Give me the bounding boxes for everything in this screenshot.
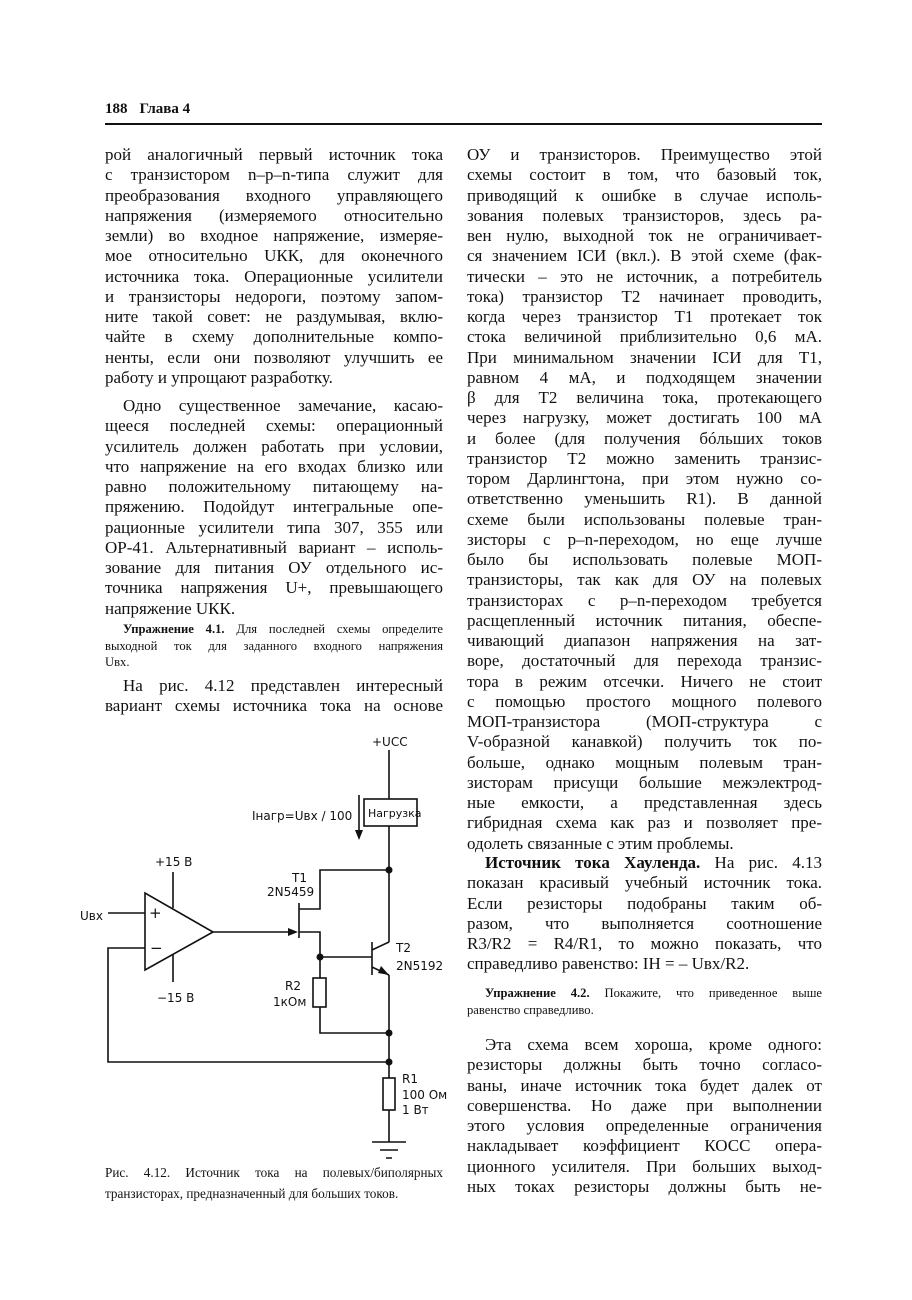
text-line: и более (для получения бóльших токов (467, 428, 822, 448)
node-dot (386, 1030, 393, 1037)
text-line: зисторам присущи большие межэлектрод- (467, 772, 822, 792)
text-line: рой аналогичный первый источник тока (105, 145, 443, 164)
text-line: показан красивый учебный источник тока. (467, 873, 822, 893)
text-line: когда через транзистор T1 протекает ток (467, 307, 822, 326)
text-line: равном 4 мА, и подходящем значении (467, 367, 822, 387)
text-line: Упражнение 4.1. Для последней схемы определите (123, 622, 444, 636)
text-line: R3/R2 = R4/R1, то можно показать, что (467, 934, 822, 953)
text-line: больше, однако мощным полевым тран- (467, 752, 822, 772)
emitter-arrow (378, 966, 389, 975)
text-line: При минимальном значении IСИ для T1, (467, 347, 822, 367)
text-line: ответственно уменьшить R1). В данной (467, 489, 822, 509)
text-line: ваны, иначе источник тока будет далек от (467, 1075, 822, 1095)
bold-lead-in: Упражнение 4.1. (123, 622, 225, 636)
text-line: пряжению. Подойдут интегральные опе- (105, 497, 443, 517)
node-dot (317, 954, 324, 961)
load-label: Нагрузка (368, 807, 422, 820)
load-current-label: Iнагр=Uвх / 100 (252, 809, 353, 823)
text-line: чайте в схему дополнительные компо- (105, 327, 443, 347)
bold-lead-in: Источник тока Хауленда. (485, 853, 701, 872)
node-dot (386, 867, 393, 874)
text-line: OP-41. Альтернативный вариант – исполь- (105, 537, 443, 557)
t2-label: T2 (396, 941, 411, 955)
text-line: тока) транзистор T2 начинает проводить, (467, 286, 822, 306)
text-line: разом, что выполняется соотношение (467, 913, 822, 933)
text-line: земли) во входное напряжение, измеряе- (105, 226, 443, 245)
text-line: мое относительно UКК, для оконечного (105, 246, 443, 266)
gate-arrow (288, 928, 298, 936)
text-line: было бы использовать полевые МОП- (467, 550, 822, 569)
t1-label: T1 (292, 871, 307, 885)
plus-input: + (149, 904, 162, 922)
text-line: вариант схемы источника тока на основе (105, 696, 443, 716)
text-line: равенство справедливо. (467, 1002, 594, 1017)
text-line: точника напряжения U+, превышающего (105, 578, 443, 598)
pos-supply-label: +15 В (155, 855, 193, 869)
ground-icon (372, 1142, 406, 1158)
text-line: ные емкости, а представленная здесь (467, 793, 822, 812)
r2-label: R2 (285, 979, 301, 993)
text-line: щееся последней схемы: операционный (105, 416, 443, 436)
minus-input: − (150, 939, 163, 957)
text-line: работу и упрощают разработку. (105, 367, 333, 387)
text-line: Упражнение 4.2. Покажите, что приведенное выше (485, 986, 822, 1000)
resistor-r1 (383, 1078, 395, 1110)
text-line: усилитель должен работать при условии, (105, 436, 443, 456)
text-line: резисторы должны быть точно согласо- (467, 1055, 822, 1075)
text-line: ся значением IСИ (вкл.). В этой схеме (фак- (467, 246, 822, 266)
text-line: зисторы с p–n-переходом, но еще лучше (467, 529, 822, 549)
text-line: Uвх. (105, 655, 130, 669)
text-line: источника тока. Операционные усилители (105, 266, 443, 286)
input-label: Uвх (80, 909, 103, 923)
text-line: справедливо равенство: IН = – Uвх/R2. (467, 954, 750, 974)
t1-part: 2N5459 (267, 885, 315, 899)
resistor-r2 (313, 978, 326, 1007)
bold-lead-in: Упражнение 4.2. (485, 986, 590, 1000)
text-line: ционного усилителя. При больших выход- (467, 1156, 822, 1176)
text-line: преобразования входного управляющего (105, 185, 443, 205)
text-line: ных токах резисторы должны быть не- (467, 1176, 822, 1196)
text-line: с транзистором n–p–n-типа служит для (105, 165, 443, 185)
text-line: напряжения (измеряемого относительно (105, 205, 443, 225)
r1-value: 100 Ом (402, 1088, 448, 1102)
text-line: воре, достаточный для перехода транзис- (467, 651, 822, 671)
caption-line: Рис. 4.12. Источник тока на полевых/биполярных (105, 1165, 443, 1180)
text-line: транзисторы, так как для ОУ на полевых (467, 570, 822, 590)
supply-label: +UCC (372, 735, 408, 749)
text-line: транзистор T2 можно заменить транзис- (467, 448, 822, 468)
text-line: ненты, если они позволяют улучшить ее (105, 347, 443, 367)
text-line: Если резисторы подобраны таким об- (467, 893, 822, 913)
text-line: схеме были использованы полевые тран- (467, 509, 822, 529)
text-line: На рис. 4.12 представлен интересный (123, 676, 443, 695)
text-line: Эта схема всем хороша, кроме одного: (485, 1035, 822, 1054)
text-line: через нагрузку, может достигать 100 мА (467, 408, 822, 428)
text-line: расщепленный источник питания, обеспе- (467, 610, 822, 630)
text-line: вен нулю, выходной ток не ограничивает- (467, 226, 822, 245)
text-line: тором Дарлингтона, при этом нужно со- (467, 469, 822, 488)
text-line: ОУ и транзисторов. Преимущество этой (467, 145, 822, 164)
text-line: этого условия определенные ограничения (467, 1116, 822, 1135)
text-line: и транзисторы недороги, поэтому запом- (105, 286, 443, 306)
page-number: 188 (105, 101, 128, 117)
text-line: что напряжение на его входах близко или (105, 456, 443, 476)
r1-label: R1 (402, 1072, 418, 1086)
text-line: стока величиной приблизительно 0,6 мА. (467, 327, 822, 347)
text-line: схемы состоит в том, что базовый ток, (467, 165, 822, 185)
text-line: накладывает коэффициент КОСС опера- (467, 1136, 822, 1156)
text-line: тически – это не источник, а потребитель (467, 266, 822, 286)
t2-part: 2N5192 (396, 959, 444, 973)
chapter-title: Глава 4 (139, 101, 191, 117)
text-line: V-образной канавкой) получить ток по- (467, 732, 822, 752)
text-line: рационные усилители типа 307, 355 или (105, 517, 443, 537)
text-line: напряжение UКК. (105, 598, 236, 618)
text-line: совершенства. Но даже при выполнении (467, 1095, 822, 1115)
text-line: МОП-транзистора (МОП-структура с (467, 712, 822, 731)
text-line: выходной ток для заданного входного напряжения (105, 638, 443, 653)
text-line: Источник тока Хауленда. На рис. 4.13 (485, 853, 822, 872)
text-line: транзисторах с p–n-переходом требуется (467, 590, 822, 610)
r2-value: 1кОм (273, 995, 307, 1009)
text-line: чивающий диапазон напряжения на зат- (467, 631, 822, 650)
text-line: одолеть связанные с этим проблемы. (467, 833, 734, 853)
text-line: приводящий к ошибке в случае исполь- (467, 185, 822, 205)
text-line: Одно существенное замечание, касаю- (123, 396, 443, 415)
caption-line: транзисторах, предназначенный для больших токов. (105, 1186, 399, 1201)
text-line: с помощью простого мощного полевого (467, 691, 822, 711)
text-line: зования полевых транзисторов, здесь ра- (467, 205, 822, 225)
text-line: равно положительному питающему на- (105, 477, 443, 496)
r1-power: 1 Вт (402, 1103, 429, 1117)
text-line: ните такой совет: не раздумывая, вклю- (105, 307, 443, 326)
text-line: β для T2 величина тока, протекающего (467, 388, 822, 407)
node-dot (386, 1059, 393, 1066)
neg-supply-label: −15 В (157, 991, 195, 1005)
text-line: тора в режим отсечки. Ничего не стоит (467, 671, 822, 691)
figure-caption (105, 1162, 443, 1204)
text-line: зование для питания ОУ отдельного ис- (105, 558, 443, 577)
text-line: гибридная схема как раз и позволяет пре- (467, 813, 822, 833)
current-arrow (355, 830, 363, 840)
